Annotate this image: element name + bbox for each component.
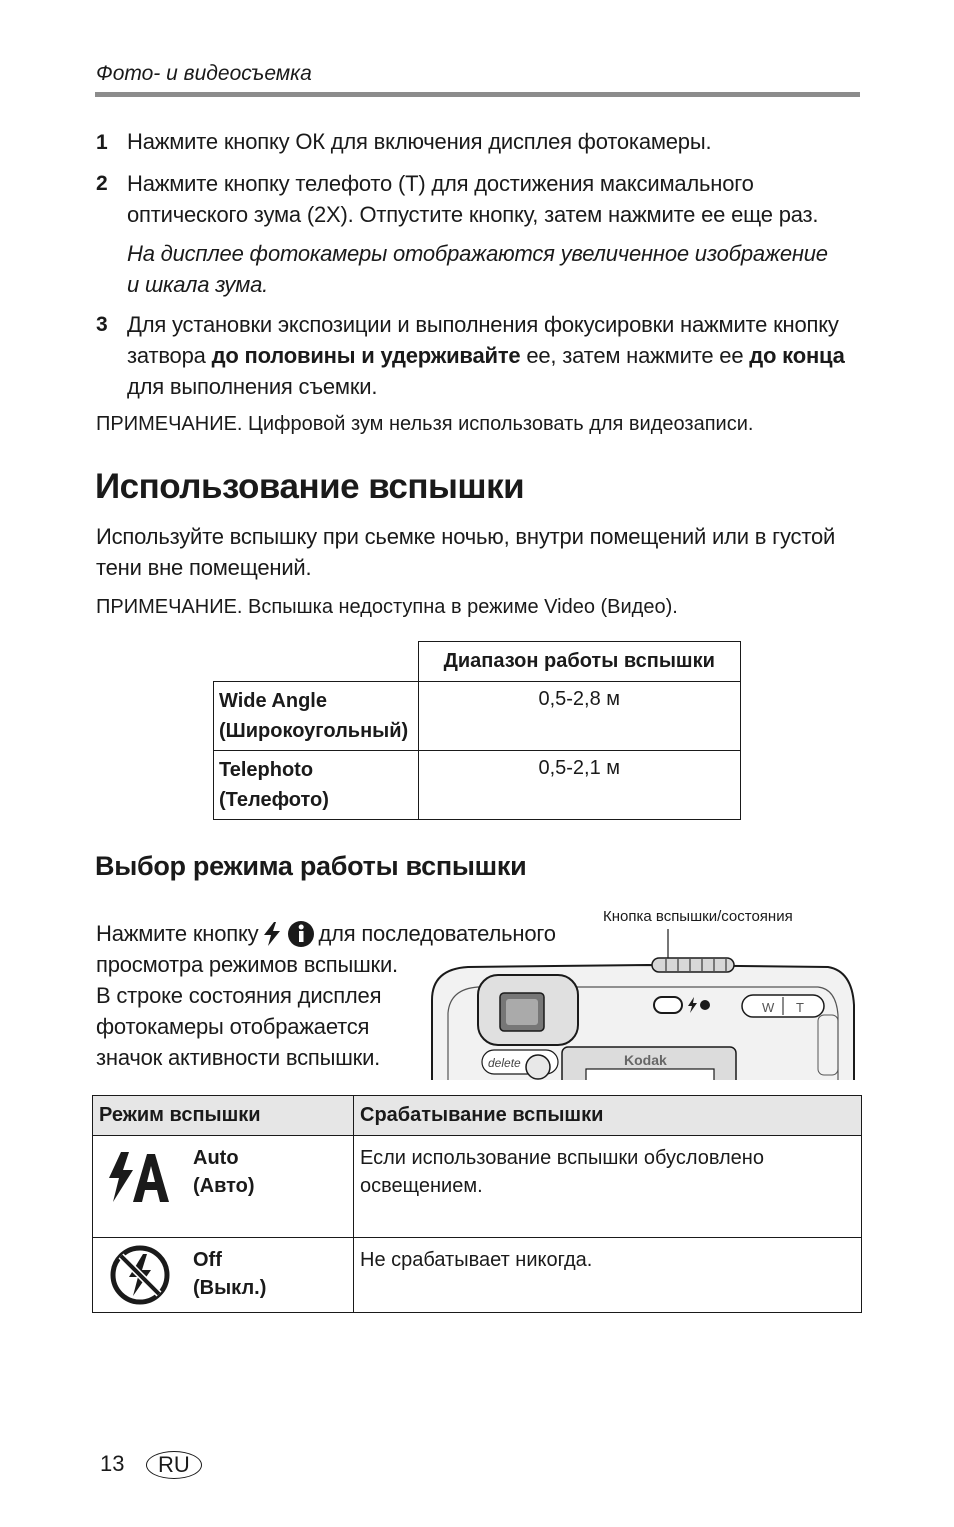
mode-description — [354, 1238, 862, 1313]
lens-name-ru: (Телефото) — [219, 789, 329, 811]
flash-range-table — [213, 641, 741, 820]
text-run: для последовательного — [318, 921, 556, 946]
text-line: для выполнения съемки. — [127, 374, 378, 399]
step-number: 1 — [96, 131, 108, 154]
text-line — [127, 340, 845, 371]
note-digital-zoom — [96, 413, 753, 436]
table-row — [93, 1238, 862, 1313]
lens-name: Wide Angle — [219, 690, 327, 712]
zoom-buttons — [742, 995, 824, 1017]
mode-label-ru: (Авто) — [193, 1175, 255, 1197]
text-line: и шкала зума. — [127, 272, 269, 297]
lens-name-ru: (Широкоугольный) — [219, 720, 409, 742]
table-row — [214, 751, 741, 820]
text-line: Не срабатывает никогда. — [360, 1249, 593, 1271]
mode-description — [354, 1136, 862, 1238]
note-label: ПРИМЕЧАНИЕ. — [96, 596, 243, 618]
text-line: освещением. — [360, 1175, 483, 1197]
text-line: просмотра режимов вспышки. — [96, 952, 398, 977]
lens-name: Telephoto — [219, 759, 314, 781]
language-code: RU — [146, 1451, 202, 1479]
zoom-dial — [652, 958, 734, 972]
text-line: фотокамеры отображается — [96, 1014, 370, 1039]
camera-callout: Кнопка вспышки/состояния — [603, 908, 793, 925]
text-line: Используйте вспышку при сьемке ночью, внутри помещений или в густой — [96, 524, 836, 549]
note-text: Вспышка недоступна в режиме Video (Видео). — [242, 596, 678, 618]
mode-name — [193, 1142, 255, 1206]
mode-label-ru: (Выкл.) — [193, 1277, 267, 1299]
note-text: Цифровой зум нельзя использовать для видеозаписи. — [242, 413, 754, 435]
lens-cell — [214, 682, 419, 751]
subsection-title: Выбор режима работы вспышки — [95, 851, 527, 881]
step-3-text — [127, 309, 845, 402]
column-header: Срабатывание вспышки — [354, 1096, 862, 1136]
note-video — [96, 596, 678, 619]
bold-run: до половины и удерживайте — [211, 343, 521, 368]
lcd-screen — [586, 1069, 714, 1080]
text-line: Нажмите кнопку телефото (T) для достижения максимального — [127, 171, 754, 196]
step-1 — [96, 126, 107, 158]
info-icon — [287, 920, 315, 948]
table-row — [93, 1136, 862, 1238]
delete-button — [526, 1055, 550, 1079]
kodak-logo: Kodak — [624, 1052, 667, 1068]
header-rule — [95, 92, 860, 97]
page-number: 13 — [100, 1451, 125, 1476]
w-button-label: W — [762, 1000, 775, 1015]
delete-label: delete — [488, 1056, 521, 1070]
text-line: Если использование вспышки обусловлено — [360, 1147, 764, 1169]
viewfinder — [478, 975, 578, 1045]
intro-paragraph — [96, 521, 835, 583]
mode-label: Auto — [193, 1147, 239, 1169]
text-run: затвора — [127, 343, 212, 368]
flash-off-icon — [109, 1244, 171, 1306]
range-value: 0,5-2,1 м — [418, 751, 741, 820]
column-header: Режим вспышки — [93, 1096, 354, 1136]
note-label: ПРИМЕЧАНИЕ. — [96, 413, 243, 435]
step-2-text — [127, 168, 818, 230]
text-line: В строке состояния дисплея — [96, 983, 382, 1008]
table-row — [214, 682, 741, 751]
lens-cell — [214, 751, 419, 820]
section-title: Использование вспышки — [95, 467, 525, 506]
running-header: Фото- и видеосъемка — [96, 62, 312, 85]
flash-modes-table — [92, 1095, 862, 1313]
text-line: На дисплее фотокамеры отображаются увеличенное изображение — [127, 241, 828, 266]
text-line: значок активности вспышки. — [96, 1045, 381, 1070]
mode-name — [193, 1244, 266, 1306]
text-line: тени вне помещений. — [96, 555, 312, 580]
range-value: 0,5-2,8 м — [418, 682, 741, 751]
step-number: 3 — [96, 313, 108, 336]
info-icon — [700, 1000, 710, 1010]
flash-icon — [260, 920, 284, 948]
step-2-result — [127, 238, 828, 300]
text-run: Нажмите кнопку — [96, 921, 259, 946]
range-header: Диапазон работы вспышки — [418, 642, 741, 682]
text-run: ее, затем нажмите ее — [520, 343, 750, 368]
step-1-text: Нажмите кнопку ОК для включения дисплея фотокамеры. — [127, 129, 712, 154]
flash-status-button — [654, 997, 682, 1013]
text-line: оптического зума (2X). Отпустите кнопку, затем нажмите ее еще раз. — [127, 202, 819, 227]
language-badge — [146, 1451, 202, 1479]
bold-run: до конца — [749, 343, 845, 368]
step-number: 2 — [96, 172, 108, 195]
mode-label: Off — [193, 1249, 222, 1271]
mode-cell — [93, 1136, 354, 1238]
empty-cell — [214, 642, 419, 682]
flash-auto-icon — [107, 1150, 173, 1206]
camera-illustration — [428, 925, 860, 1080]
t-button-label: T — [796, 1000, 804, 1015]
text-line: Для установки экспозиции и выполнения фокусировки нажмите кнопку — [127, 312, 839, 337]
mode-cell — [93, 1238, 354, 1313]
